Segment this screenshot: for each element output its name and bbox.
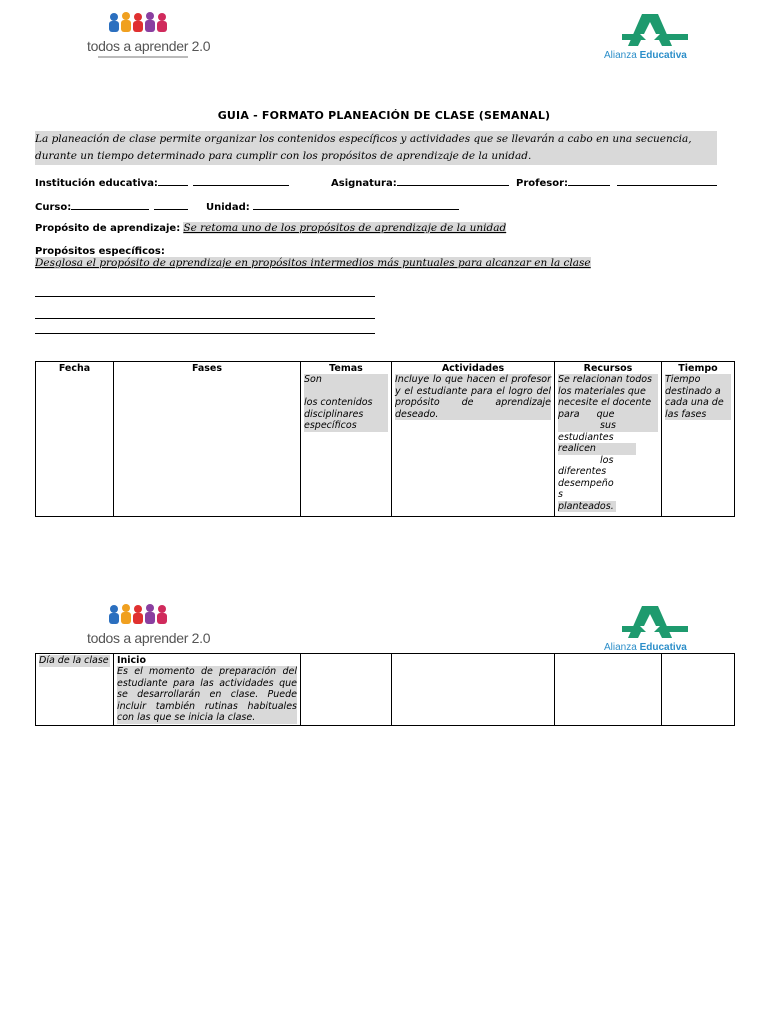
logo-right-text-2: Educativa [639, 50, 687, 61]
logo-right-text-1: Alianza [604, 50, 637, 61]
col-actividades[interactable] [392, 362, 555, 517]
fase-text: Es el momento de preparación del estudiante para las actividades que se desarrollarán en clase. Puede incluir también rutinas habituales con las que se inicia la clase. [117, 666, 297, 723]
curso-line-2[interactable] [154, 200, 188, 210]
temas-text-1: Son [304, 374, 388, 386]
alianza-educativa-logo-2 [600, 604, 710, 656]
recursos-line-4: estudiantes [558, 431, 614, 443]
temas-cell[interactable] [301, 654, 392, 726]
recursos-cell[interactable] [555, 654, 662, 726]
unidad-line[interactable] [253, 200, 459, 210]
profesor-label: Profesor: [516, 178, 569, 189]
institucion-line-2[interactable] [193, 176, 289, 186]
institucion-label: Institución educativa: [35, 178, 158, 189]
asignatura-label: Asignatura: [331, 178, 397, 189]
logo-right2-text-2: Educativa [639, 642, 687, 653]
fecha-text: Día de la clase [39, 655, 109, 666]
header-actividades: Actividades [441, 363, 505, 374]
logo-left-text-2: todos a aprender 2.0 [87, 630, 211, 646]
header-tiempo: Tiempo [678, 363, 718, 374]
institucion-field [35, 176, 289, 189]
asignatura-field [331, 176, 509, 189]
todos-a-aprender-logo [84, 12, 211, 62]
actividades-cell[interactable] [392, 654, 555, 726]
temas-spacer [304, 386, 388, 398]
col-fases[interactable] [114, 362, 301, 517]
temas-text-2: los contenidos disciplinares específicos [304, 397, 388, 432]
especificos-label: Propósitos específicos: [35, 246, 165, 257]
unidad-label: Unidad: [206, 202, 250, 213]
recursos-line-6: los [600, 454, 614, 466]
fecha-cell[interactable] [36, 654, 114, 726]
todos-a-aprender-logo-2 [84, 604, 211, 654]
blank-line-2[interactable] [35, 318, 375, 319]
header-fecha: Fecha [58, 363, 91, 374]
recursos-line-7: diferentes [558, 466, 607, 477]
profesor-line-1[interactable] [568, 176, 610, 186]
profesor-line-2[interactable] [617, 176, 717, 186]
recursos-line-2 [558, 409, 658, 421]
unidad-field [206, 200, 459, 213]
especificos-value: Desglosa el propósito de aprendizaje en propósitos intermedios más puntuales para alcanzar en la clase [35, 257, 591, 269]
alianza-a-icon-2 [600, 604, 710, 642]
tiempo-text: Tiempo destinado a cada una de las fases [665, 374, 731, 420]
fase-title: Inicio [117, 655, 146, 666]
blank-line-1[interactable] [35, 296, 375, 297]
proposito-field [35, 222, 506, 234]
logo-subline [98, 56, 188, 58]
logo-right-text-2 [604, 642, 687, 653]
recursos-line-10: planteados. [558, 501, 616, 513]
blank-line-3[interactable] [35, 333, 375, 334]
alianza-educativa-logo [600, 12, 710, 64]
col-tiempo[interactable] [662, 362, 735, 517]
col-recursos[interactable] [555, 362, 662, 517]
recursos-line-9: s [558, 489, 563, 500]
header-fases: Fases [191, 363, 223, 374]
curso-field [35, 200, 188, 213]
proposito-value: Se retoma uno de los propósitos de aprendizaje de la unidad [183, 222, 507, 234]
page-title: GUIA - FORMATO PLANEACIÓN DE CLASE (SEMANAL) [217, 109, 551, 122]
recursos-line-1: Se relacionan todos los materiales que necesite el docente [558, 374, 658, 409]
tiempo-cell[interactable] [662, 654, 735, 726]
recursos-line-5: realicen [558, 443, 636, 455]
proposito-label: Propósito de aprendizaje: [35, 223, 181, 234]
recursos-word-para: para que [558, 408, 615, 420]
figures-icon-2 [84, 604, 194, 632]
alianza-a-icon [600, 12, 710, 50]
planning-table [35, 361, 735, 517]
asignatura-line[interactable] [397, 176, 509, 186]
institucion-line-1[interactable] [158, 176, 188, 186]
recursos-line-8: desempeño [558, 477, 614, 489]
logo-right2-text-1: Alianza [604, 642, 637, 653]
figures-icon [84, 12, 194, 40]
curso-line-1[interactable] [71, 200, 149, 210]
header-recursos: Recursos [583, 363, 633, 374]
col-fecha[interactable] [36, 362, 114, 517]
profesor-field [516, 176, 717, 189]
recursos-text [558, 374, 658, 512]
logo-right-text [604, 50, 687, 61]
header-temas: Temas [329, 363, 363, 374]
planning-table-continued [35, 653, 735, 726]
actividades-text: Incluye lo que hacen el profesor y el estudiante para el logro del propósito de aprendizaje deseado. [395, 374, 551, 420]
intro-paragraph: La planeación de clase permite organizar los contenidos específicos y actividades que se llevarán a cabo en una secuencia, durante un tiempo determinado para cumplir con los propósitos de aprendizaje de la unidad. [35, 131, 717, 165]
recursos-line-3: sus [558, 420, 658, 432]
logo-left-text: todos a aprender 2.0 [87, 38, 211, 54]
fase-cell[interactable] [114, 654, 301, 726]
temas-text [304, 374, 388, 432]
curso-label: Curso: [35, 202, 72, 213]
especificos-field [35, 246, 591, 269]
col-temas[interactable] [301, 362, 392, 517]
